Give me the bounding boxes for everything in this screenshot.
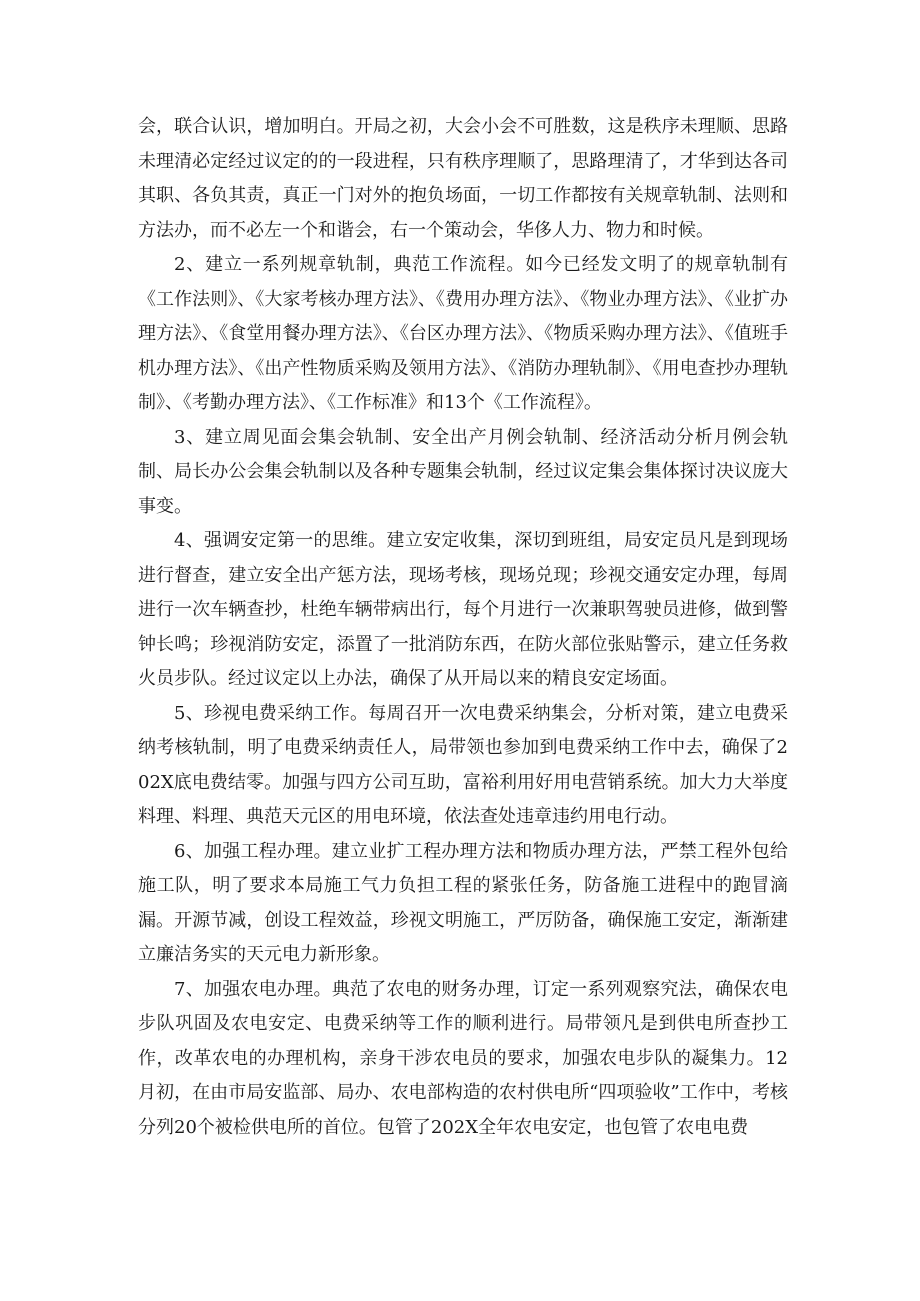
paragraph-continuation: 会，联合认识，增加明白。开局之初，大会小会不可胜数，这是秩序未理顺、思路未理清必定经过议定的的一段进程，只有秩序理顺了，思路理清了，才华到达各司其职、各负其责，真正一门对外的抱负场面，一切工作都按有关规章轨制、法则和方法办，而不必左一个和谐会，右一个策动会，华侈人力、物力和时候。 <box>138 116 788 241</box>
paragraph-item-4: 4、强调安定第一的思维。建立安定收集，深切到班组，局安定员凡是到现场进行督查，建立安全出产惩方法，现场考核，现场兑现；珍视交通安定办理，每周进行一次车辆查抄，杜绝车辆带病出行，每个月进行一次兼职驾驶员进修，做到警钟长鸣；珍视消防安定，添置了一批消防东西，在防火部位张贴警示，建立任务救火员步队。经过议定以上办法，确保了从开局以来的精良安定场面。 <box>138 530 788 689</box>
paragraph-item-6: 6、加强工程办理。建立业扩工程办理方法和物质办理方法，严禁工程外包给施工队，明了要求本局施工气力负担工程的紧张任务，防备施工进程中的跑冒滴漏。开源节减，创设工程效益，珍视文明施工，严厉防备，确保施工安定，渐渐建立廉洁务实的天元电力新形象。 <box>138 840 788 965</box>
paragraph-item-7: 7、加强农电办理。典范了农电的财务办理，订定一系列观察究法，确保农电步队巩固及农电安定、电费采纳等工作的顺利进行。局带领凡是到供电所查抄工作，改革农电的办理机构，亲身干涉农电员的要求，加强农电步队的凝集力。12月初，在由市局安监部、局办、农电部构造的农村供电所“四项验收”工作中，考核分列20个被检供电所的首位。包管了202X全年农电安定，也包管了农电电费 <box>138 978 788 1138</box>
document-page <box>138 110 788 1145</box>
paragraph-item-5: 5、珍视电费采纳工作。每周召开一次电费采纳集会，分析对策，建立电费采纳考核轨制，明了电费采纳责任人，局带领也参加到电费采纳工作中去，确保了202X底电费结零。加强与四方公司互助，富裕利用好用电营销系统。加大力大举度料理、料理、典范天元区的用电环境，依法查处违章违约用电行动。 <box>138 702 788 827</box>
paragraph-item-3: 3、建立周见面会集会轨制、安全出产月例会轨制、经济活动分析月例会轨制、局长办公会集会轨制以及各种专题集会轨制，经过议定集会集体探讨决议庞大事变。 <box>138 426 788 517</box>
paragraph-item-2: 2、建立一系列规章轨制，典范工作流程。如今已经发文明了的规章轨制有《工作法则》、《大家考核办理方法》、《费用办理方法》、《物业办理方法》、《业扩办理方法》、《食堂用餐办理方法》、《台区办理方法》、《物质采购办理方法》、《值班手机办理方法》、《出产性物质采购及领用方法》、《消防办理轨制》、《用电查抄办理轨制》、《考勤办理方法》、《工作标准》和13个《工作流程》。 <box>138 254 788 413</box>
